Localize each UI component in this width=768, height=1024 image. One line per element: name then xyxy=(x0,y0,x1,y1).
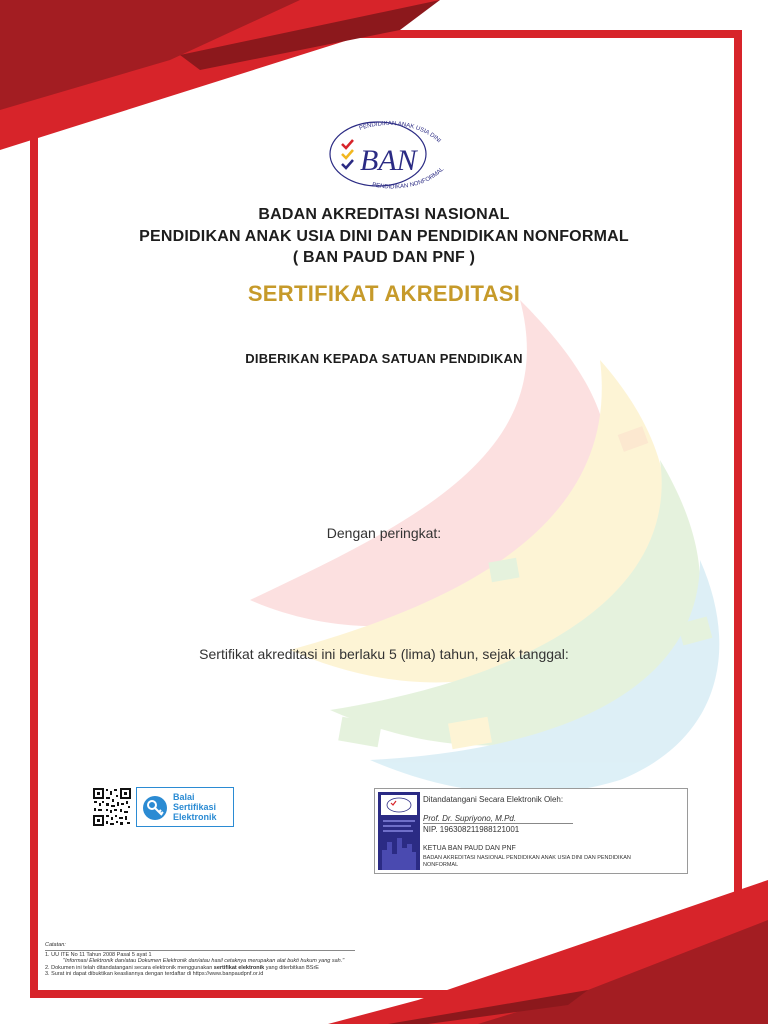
electronic-signature-box xyxy=(374,788,688,874)
signed-by-label: Ditandatangani Secara Elektronik Oleh: xyxy=(423,795,564,804)
bsre-line1: Balai xyxy=(173,792,195,802)
validity-label: Sertifikat akreditasi ini berlaku 5 (lima) tahun, sejak tanggal: xyxy=(199,646,569,662)
bsre-line2: Sertifikasi xyxy=(173,802,217,812)
note-item-1: 1. UU ITE No 11 Tahun 2008 Pasal 5 ayat 1 xyxy=(45,951,152,958)
notes-title: Catatan: xyxy=(45,942,355,951)
logo-arc-top: PENDIDIKAN ANAK USIA DINI xyxy=(358,121,442,145)
org-name-line2: PENDIDIKAN ANAK USIA DINI DAN PENDIDIKAN NONFORMAL xyxy=(139,228,629,245)
given-to-label: DIBERIKAN KEPADA SATUAN PENDIDIKAN xyxy=(245,351,523,366)
certificate-title: SERTIFIKAT AKREDITASI xyxy=(247,281,521,306)
bottom-right-corner-decoration xyxy=(328,880,768,1024)
signer-institution-line2: NONFORMAL xyxy=(423,862,459,868)
note-item-3: 3. Surat ini dapat dibuktikan keasliannya dengan terdaftar di https://www.banpaudpnf.or.id xyxy=(45,971,264,978)
qr-code xyxy=(92,787,132,827)
logo-arc-bottom: PENDIDIKAN NONFORMAL xyxy=(371,166,446,191)
signer-nip: NIP. 196308211988121001 xyxy=(423,823,573,834)
ban-logo xyxy=(320,108,456,196)
signer-name: Prof. Dr. Supriyono, M.Pd. xyxy=(423,814,517,823)
org-name-line3: ( BAN PAUD DAN PNF ) xyxy=(292,249,476,266)
rating-label: Dengan peringkat: xyxy=(326,525,442,541)
bsre-badge xyxy=(136,787,234,827)
bsre-line3: Elektronik xyxy=(173,812,217,822)
signer-position: KETUA BAN PAUD DAN PNF xyxy=(423,845,516,852)
org-name-line1: BADAN AKREDITASI NASIONAL xyxy=(258,206,510,223)
logo-wordmark: BAN xyxy=(360,144,417,177)
key-icon xyxy=(142,795,168,821)
signer-institution-line1: BADAN AKREDITASI NASIONAL PENDIDIKAN ANAK USIA DINI DAN PENDIDIKAN xyxy=(423,855,631,861)
signature-emblem xyxy=(378,792,420,870)
checkmark-icon xyxy=(342,140,353,168)
note-item-2: 2. Dokumen ini telah ditandatangani secara elektronik menggunakan sertifikat elektronik yang diterbitkan BSrE xyxy=(45,964,319,971)
svg-text:PENDIDIKAN ANAK USIA DINI xyxy=(359,121,442,144)
note-item-1-quote: "Informasi Elektronik dan/atau Dokumen Elektronik dan/atau hasil cetaknya merupakan alat bukti hukum yang sah." xyxy=(63,958,345,965)
footnotes xyxy=(45,942,355,978)
